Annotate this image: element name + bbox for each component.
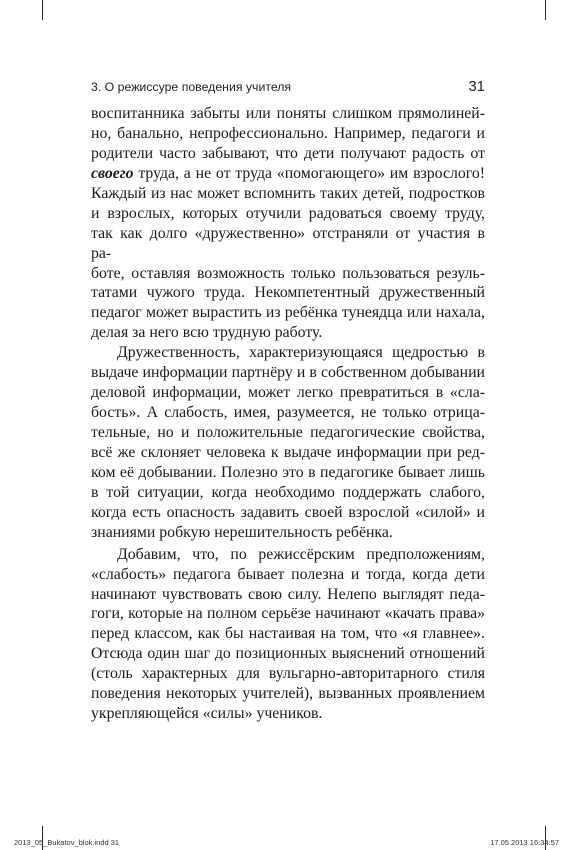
text-line: ком её добывании. Полезно это в педагогике бывает лишь [91,463,485,481]
text-line: укрепляющейся «силы» учеников. [91,705,323,723]
text-line: Добавим, что, по режиссёрским предположениям, [117,545,485,563]
text-line: тельные, но и положительные педагогические свойства, [91,424,485,441]
text-line: всё же склоняет человека к выдаче информации при ред- [91,443,485,461]
text-line: татами чужого труда. Некомпетентный дружественный [91,284,485,302]
text-line: делая за него всю трудную работу. [91,324,323,342]
text-line: Отсюда один шаг до позиционных выяснений отношений [91,645,485,663]
text-line: так как долго «дружественно» отстраняли от участия в ра- [91,224,485,262]
text-line: деловой информации, может легко превратиться в «сла- [91,384,485,402]
line-text: труда, а не от труда «помогающего» им взрослого! [133,164,485,182]
text-line: Дружественность, характеризующаяся щедростью в [117,344,485,362]
crop-mark-top-right-vertical [545,0,546,20]
text-line: знаниями робкую нерешительность ребёнка. [91,523,393,541]
text-line: (столь характерных для вульгарно-авторитарного стиля [91,665,485,683]
text-line: родители часто забывают, что дети получают радость от [91,144,485,162]
text-line: боте, оставляя возможность только пользоваться резуль- [91,264,485,282]
text-line: воспитанника забыты или поняты слишком прямолиней- [91,105,485,122]
text-line: когда есть опасность задавить своей взрослой «силой» и [91,503,485,521]
slug-timestamp: 17.05.2013 16:34:57 [490,838,559,847]
text-line: и взрослых, которых отучили радоваться своему труду, [91,204,485,222]
text-line: перед классом, как бы настаивая на том, что «я главнее». [91,625,485,643]
page-number: 31 [468,78,485,95]
slug-file-info: 2013_05_Bukatov_blok.indd 31 [14,838,120,847]
text-line: педагог может вырастить из ребёнка тунеядца или нахала, [91,304,485,322]
text-line: но, банально, непрофессионально. Например, педагоги и [91,124,485,142]
text-line: гоги, которые на полном серьёзе начинают «качать права» [91,605,485,623]
text-line: «слабость» педагога бывает полезна и тогда, когда дети [91,565,485,583]
body-text [91,104,485,724]
text-line: в той ситуации, когда необходимо поддержать слабого, [91,483,485,501]
text-line: начинают чувствовать свою силу. Нелепо выглядят педа- [91,585,485,603]
emphasized-word: своего [91,164,134,182]
crop-mark-top-left-vertical [42,0,43,20]
text-line: поведения некоторых учителей), вызванных проявлением [91,685,485,703]
chapter-title: 3. О режиссуре поведения учителя [91,80,292,94]
text-line [91,164,485,184]
text-line: бость». А слабость, имея, разумеется, не только отрица- [91,404,485,422]
text-line: Каждый из нас может вспомнить таких детей, подростков [91,184,485,202]
text-line: выдаче информации партнёру и в собственном добывании [91,364,485,382]
running-header [91,80,485,98]
